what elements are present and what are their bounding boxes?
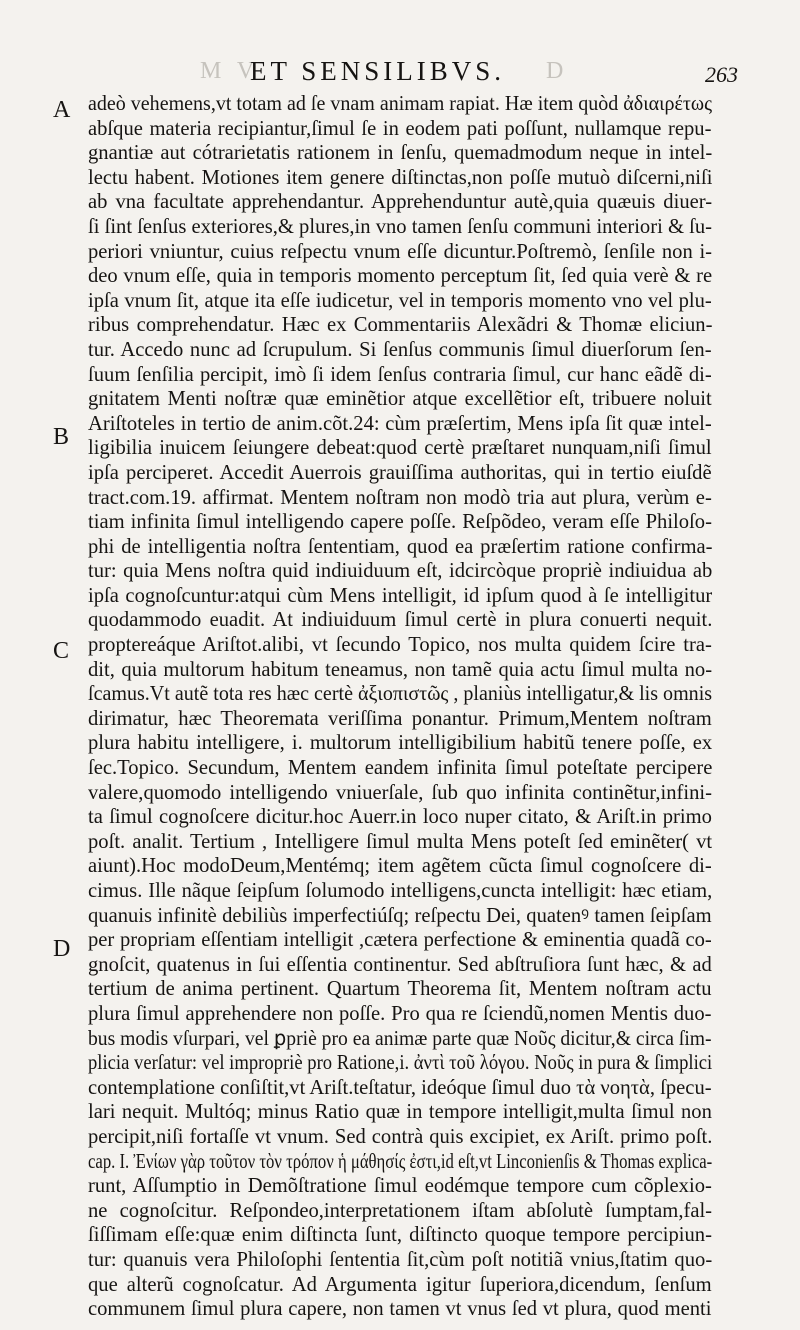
margin-letter-c: C [53, 638, 70, 664]
text-line: plura ſimul apprehendere non poſſe. Pro qua re ſciendũ,nomen Mentis duo- [88, 1002, 712, 1025]
margin-letter-a: A [53, 97, 71, 123]
text-line: contemplatione conſiſtit,vt Ariſt.teſtatur, ideóque ſimul duo τὰ νοητὰ, ſpecu- [88, 1076, 712, 1099]
text-line: tract.com.19. affirmat. Mentem noſtram non modò tria aut plura, verùm e- [88, 486, 712, 509]
text-line: ribus comprehendatur. Hæc ex Commentariis Alexãdri & Thomæ eliciun- [88, 314, 712, 337]
text-line: ſuum ſenſilia percipit, imò ſi idem ſenſus contraria ſimul, cur hanc eãdẽ di- [88, 363, 712, 386]
text-line: ipſa cognoſcuntur:atqui cùm Mens intelligit, id ipſum quod à ſe intelligitur [88, 584, 712, 607]
text-line: gnitatem Menti noſtræ quæ eminẽtior atque excellẽtior eſt, tribuere noluit [88, 388, 712, 411]
text-line: ſcamus.Vt autẽ tota res hæc certè ἀξιοπιστῶς , planiùs intelligatur,& lis omnis [88, 683, 713, 706]
text-line: ne cognoſcitur. Reſpondeo,interpretationem iſtam abſolutè ſumptam,fal- [88, 1199, 712, 1222]
text-line: ab vna facultate apprehendantur. Apprehenduntur autè,quia quæuis diuer- [88, 191, 712, 214]
text-line: poſt. analit. Tertium , Intelligere ſimul multa Mens poteſt ſed eminẽter( vt [88, 830, 712, 853]
page-number: 263 [705, 62, 738, 87]
text-line: cap. I. Ἐνίων γὰρ τοῦτον τὸν τρόπον ἡ μάθησίς ἐστι,id eſt,vt Linconienſis & Thomas explica- [88, 1150, 713, 1173]
text-line: ſec.Topico. Secundum, Mentem eandem infinita ſimul poteſtate percipere [88, 757, 712, 780]
margin-letter-d: D [53, 936, 71, 962]
running-head: ET SENSILIBVS. [250, 56, 506, 86]
margin-letter-b: B [53, 424, 70, 450]
text-line: proptereáque Ariſtot.alibi, vt ſecundo Topico, nos multa quidem ſcire tra- [88, 634, 712, 657]
text-line: gnantiæ aut cótrarietatis rationem in ſenſu, quemadmodum neque in intel- [88, 142, 712, 165]
text-line: lari nequit. Multóq; minus Ratio quæ in tempore intelligit,multa ſimul non [88, 1101, 712, 1124]
text-line: plura habitu intelligere, i. multorum intelligibilium habitũ tenere poſſe, ex [88, 732, 712, 755]
text-line: tertium de anima pertinent. Quartum Theorema ſit, Mentem noſtram actu [88, 978, 712, 1001]
text-line: ſi ſint ſenſus exteriores,& plures,in vno tamen ſenſu communi interiori & ſu- [88, 215, 712, 238]
text-line: ipſa perciperet. Accedit Auerrois grauiſſima authoritas, qui in tertio eiuſdẽ [88, 461, 712, 484]
text-line: deo vnum eſſe, quia in temporis momento perceptum ſit, ſed quia verè & re [88, 265, 712, 288]
bleed-through-right: D [546, 58, 569, 84]
text-line: per propriam eſſentiam intelligit ,cætera perfectione & eminentia quadã co- [88, 929, 712, 952]
text-line: communem ſimul plura capere, non tamen vt vnus ſed vt plura, quod menti [88, 1298, 712, 1321]
text-line: tur. Accedo nunc ad ſcrupulum. Si ſenſus communis ſimul diuerſorum ſen- [88, 338, 712, 361]
text-line: runt, Aſſumptio in Demõſtratione ſimul eodémque tempore cum cõplexio- [88, 1175, 712, 1198]
text-line: percipit,niſi fortaſſe vt vnum. Sed contrà quis excipiet, ex Ariſt. primo poſt. [88, 1125, 712, 1148]
text-line: abſque materia recipiantur,ſimul ſe in eodem pati poſſunt, nullamque repu- [88, 117, 712, 140]
text-line: dirimatur, hæc Theoremata veriſſima ponantur. Primum,Mentem noſtram [88, 707, 712, 730]
text-line: gnoſcit, quatenus in ſui eſſentia continentur. Sed abſtruſiora ſunt hæc, & ad [88, 953, 712, 976]
text-line: phi de intelligentia noſtra ſententiam, quod ea præſertim ratione confirma- [88, 535, 712, 558]
text-line: dit, quia multorum habitum teneamus, non tamẽ quia actu ſimul multa no- [88, 658, 712, 681]
text-line: que alterũ cognoſcatur. Ad Argumenta igitur ſuperiora,dicendum, ſenſum [88, 1273, 712, 1296]
text-line: quodammodo euadit. At indiuiduum ſimul certè in plura conuerti nequit. [88, 609, 712, 632]
text-line: adeò vehemens,vt totam ad ſe vnam animam rapiat. Hæ item quòd ἀδιαιρέτως [88, 93, 713, 115]
text-line: aiunt).Hoc modoDeum,Mentémq; item agẽtem cũcta ſimul cognoſcere di- [88, 855, 712, 878]
text-line: tur: quanuis vera Philoſophi ſententia ſit,cùm poſt notitiã vnius,ſtatim quo- [88, 1248, 712, 1271]
body-text [88, 92, 712, 1322]
text-line: tur: quia Mens noſtra quid indiuiduum eſt, idcircòque propriè indiuidua ab [88, 560, 712, 583]
text-line: plicia verſatur: vel impropriè pro Ratione,i. ἀντὶ τοῦ λόγου. Νοῦς in pura & ſimplici [88, 1052, 713, 1075]
text-line: Ariſtoteles in tertio de anim.cõt.24: cùm præſertim, Mens ipſa ſit quæ intel- [88, 412, 712, 435]
text-line: periori vniuntur, cuius reſpectu vnum eſſe dicuntur.Poſtremò, ſenſile non i- [88, 240, 712, 263]
text-line: valere,quomodo intelligendo vniuerſale, ſub quo infinita continẽtur,infini- [88, 781, 712, 804]
page-header [0, 56, 800, 92]
text-line: ſiſſimam eſſe:quæ enim diſtincta ſunt, diſtincto quoque tempore percipiun- [88, 1224, 712, 1247]
text-line: tiam infinita ſimul intelligendo capere poſſe. Reſpõdeo, veram eſſe Philoſo- [88, 511, 712, 534]
text-line: bus modis vſurpari, vel ꝑpriè pro ea animæ parte quæ Νοῦς dicitur,& circa ſim- [88, 1027, 712, 1050]
bleed-through-left: M V [200, 58, 260, 84]
text-line: quanuis infinitè debiliùs imperfectiúſq; reſpectu Dei, quatenꝰ tamen ſeipſam [88, 904, 712, 927]
text-line: ta ſimul cognoſcere dicitur.hoc Auerr.in loco nuper citato, & Ariſt.in primo [88, 806, 712, 829]
text-line: ligibilia inuicem ſeiungere debeat:quod certè præſtaret nunquam,niſi ſimul [88, 437, 712, 460]
text-line: ipſa vnum ſit, atque ita eſſe iudicetur, vel in temporis momento vno vel plu- [88, 289, 712, 312]
text-line: lectu habent. Motiones item genere diſtinctas,non poſſe mutuò diſcerni,niſi [88, 166, 712, 189]
text-line: cimus. Ille nãque ſeipſum ſolumodo intelligens,cuncta intelligit: hæc etiam, [88, 880, 712, 902]
